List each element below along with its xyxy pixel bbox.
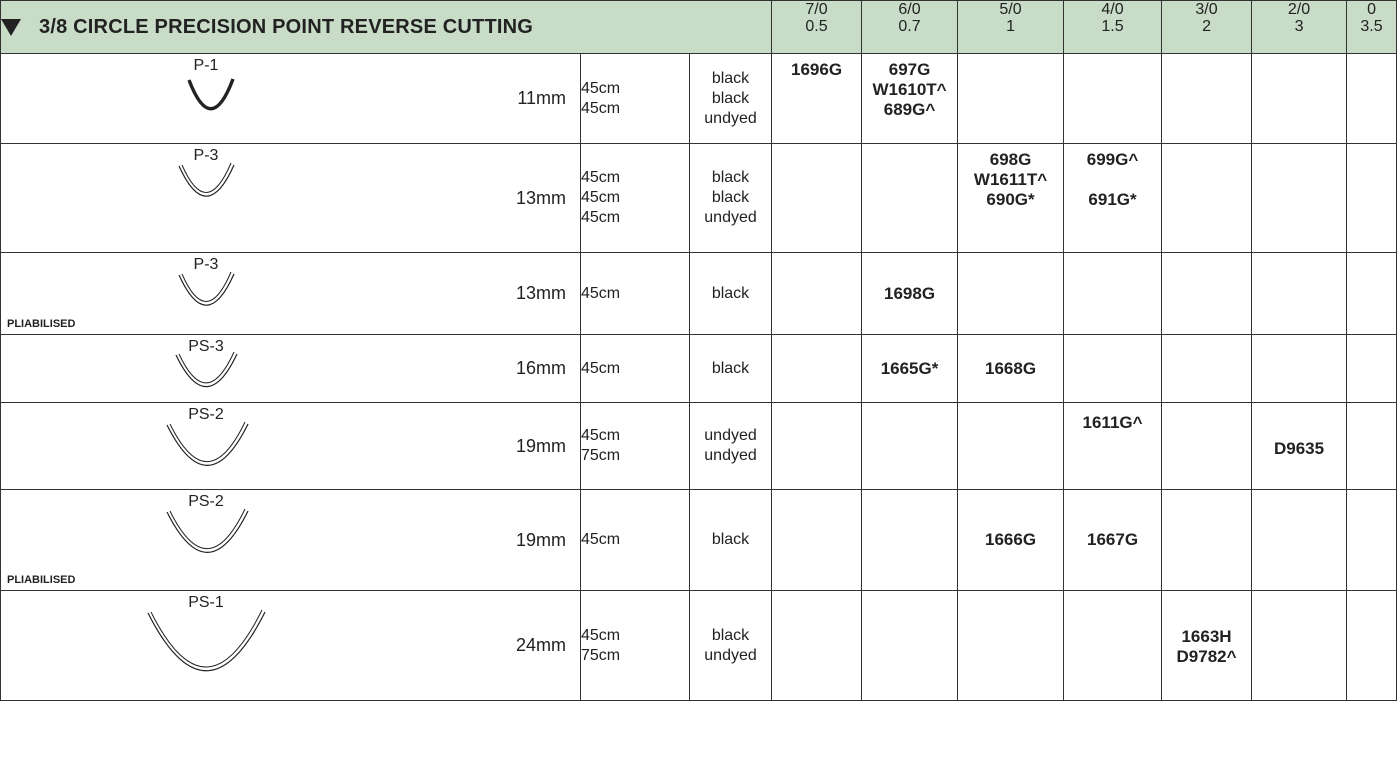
product-code-cell bbox=[772, 591, 862, 701]
table-title: 3/8 CIRCLE PRECISION POINT REVERSE CUTTING bbox=[1, 1, 772, 54]
size-header: 6/0 0.7 bbox=[862, 1, 958, 54]
length-cell bbox=[581, 490, 690, 591]
product-code-cell bbox=[1347, 335, 1397, 403]
length-value: 45cm bbox=[581, 626, 621, 644]
needle-size: 16mm bbox=[515, 358, 566, 378]
product-code-cell bbox=[1162, 54, 1252, 144]
product-code-cell bbox=[1252, 335, 1347, 403]
product-code-cell bbox=[1162, 591, 1252, 701]
colour-value: undyed bbox=[704, 427, 757, 444]
product-code-cell bbox=[862, 54, 958, 144]
colour-value: black bbox=[711, 359, 750, 377]
needle-code: P-3 bbox=[193, 256, 219, 273]
product-code-cell bbox=[1252, 490, 1347, 591]
product-code-cell bbox=[1064, 144, 1162, 253]
length-value: 75cm bbox=[581, 646, 621, 664]
product-code-cell bbox=[1162, 253, 1252, 335]
colour-value: black bbox=[711, 531, 750, 548]
product-code-cell bbox=[958, 253, 1064, 335]
needle-arc-icon bbox=[1, 403, 301, 489]
product-code-cell bbox=[1252, 253, 1347, 335]
product-code-cell bbox=[1347, 490, 1397, 591]
needle-arc-outer bbox=[167, 511, 248, 552]
needle-arc-outer bbox=[179, 274, 234, 305]
triangle-down-icon bbox=[1, 19, 21, 36]
size-header: 2/0 3 bbox=[1252, 1, 1347, 54]
needle-arc-icon bbox=[1, 591, 301, 700]
product-code-cell bbox=[958, 490, 1064, 591]
size-header: 7/0 0.5 bbox=[772, 1, 862, 54]
length-cell bbox=[581, 591, 690, 701]
product-code: 1698G bbox=[884, 283, 936, 303]
product-code-cell bbox=[772, 335, 862, 403]
product-code-cell bbox=[772, 253, 862, 335]
product-code-cell bbox=[1162, 490, 1252, 591]
length-value: 75cm bbox=[581, 447, 621, 464]
table-row bbox=[1, 490, 1397, 591]
colour-value: undyed bbox=[704, 209, 757, 226]
length-value: 45cm bbox=[581, 189, 621, 206]
product-code-cell bbox=[1162, 403, 1252, 490]
table-row bbox=[1, 144, 1397, 253]
needle-code: PS-3 bbox=[188, 338, 224, 355]
needle-arc-icon bbox=[1, 144, 301, 252]
product-code: 1665G* bbox=[880, 358, 939, 378]
needle-cell bbox=[1, 335, 581, 403]
needle-arc-outer bbox=[148, 612, 265, 671]
needle-size: 13mm bbox=[515, 187, 566, 208]
needle-arc-outer bbox=[179, 165, 234, 196]
needle-size: 24mm bbox=[515, 635, 566, 655]
needle-code: PS-1 bbox=[188, 594, 224, 611]
product-code-cell bbox=[1347, 54, 1397, 144]
product-code: W1610T^ bbox=[872, 80, 947, 99]
product-code-cell bbox=[862, 253, 958, 335]
needle-arc-inner bbox=[182, 163, 231, 192]
product-code: 689G^ bbox=[883, 100, 936, 119]
colour-value: black bbox=[711, 626, 750, 644]
table-row bbox=[1, 253, 1397, 335]
length-value: 45cm bbox=[581, 79, 621, 97]
length-value: 45cm bbox=[581, 427, 621, 444]
colour-value: black bbox=[711, 284, 750, 302]
product-code: 1667G bbox=[1087, 530, 1139, 549]
product-code-cell bbox=[1064, 490, 1162, 591]
product-code-cell bbox=[862, 490, 958, 591]
product-code: 699G^ bbox=[1086, 150, 1139, 169]
product-code-cell bbox=[862, 335, 958, 403]
table-row bbox=[1, 403, 1397, 490]
product-code: 698G bbox=[989, 150, 1032, 169]
needle-arc-inner bbox=[151, 610, 262, 667]
colour-cell bbox=[690, 335, 772, 403]
product-code: W1611T^ bbox=[973, 170, 1048, 189]
product-code: 690G* bbox=[986, 190, 1035, 209]
needle-arc-inner bbox=[182, 272, 231, 301]
colour-cell bbox=[690, 490, 772, 591]
needle-arc-inner bbox=[170, 422, 245, 462]
product-code-cell bbox=[1347, 253, 1397, 335]
product-code bbox=[1064, 170, 1161, 190]
product-code-cell bbox=[862, 591, 958, 701]
needle-arc-outer bbox=[167, 424, 248, 465]
colour-cell bbox=[690, 144, 772, 253]
product-code-cell bbox=[772, 490, 862, 591]
length-cell bbox=[581, 403, 690, 490]
colour-cell bbox=[690, 54, 772, 144]
length-cell bbox=[581, 335, 690, 403]
colour-value: undyed bbox=[704, 109, 757, 127]
product-code-cell bbox=[772, 403, 862, 490]
size-header: 3/0 2 bbox=[1162, 1, 1252, 54]
product-code: 1668G bbox=[985, 358, 1037, 378]
needle-arc-inner bbox=[179, 352, 234, 383]
product-code-cell bbox=[772, 54, 862, 144]
length-value: 45cm bbox=[581, 284, 621, 302]
needle-size: 19mm bbox=[515, 435, 566, 456]
product-code-cell bbox=[1252, 54, 1347, 144]
product-code-cell bbox=[1162, 335, 1252, 403]
product-code: D9782^ bbox=[1176, 647, 1237, 666]
needle-size: 11mm bbox=[517, 88, 566, 108]
product-code-cell bbox=[1064, 335, 1162, 403]
product-code: 1696G bbox=[791, 60, 843, 79]
product-code-cell bbox=[772, 144, 862, 253]
needle-size: 19mm bbox=[515, 529, 566, 550]
product-code-cell bbox=[1252, 144, 1347, 253]
product-code: 691G* bbox=[1088, 190, 1137, 209]
needle-arc-inner bbox=[170, 509, 245, 549]
product-code-cell bbox=[862, 144, 958, 253]
product-code-cell bbox=[862, 403, 958, 490]
product-code-cell bbox=[1347, 144, 1397, 253]
product-code-cell bbox=[1252, 403, 1347, 490]
needle-arc-icon bbox=[1, 335, 301, 402]
product-code-cell bbox=[1162, 144, 1252, 253]
product-code-cell bbox=[1064, 54, 1162, 144]
needle-arc-outer bbox=[189, 79, 233, 109]
product-code-cell bbox=[958, 54, 1064, 144]
product-code-cell bbox=[1347, 591, 1397, 701]
product-code-cell bbox=[958, 403, 1064, 490]
table-row bbox=[1, 335, 1397, 403]
product-code: 1663H bbox=[1181, 627, 1232, 646]
pliabilised-label: PLIABILISED bbox=[7, 318, 76, 330]
length-value: 45cm bbox=[581, 169, 621, 186]
colour-cell bbox=[690, 591, 772, 701]
pliabilised-label: PLIABILISED bbox=[7, 574, 76, 586]
colour-value: undyed bbox=[704, 447, 757, 464]
product-code: D9635 bbox=[1273, 439, 1325, 458]
needle-code: P-3 bbox=[193, 147, 219, 164]
needle-cell bbox=[1, 591, 581, 701]
needle-arc-icon bbox=[1, 54, 301, 143]
length-value: 45cm bbox=[581, 359, 621, 377]
needle-cell bbox=[1, 490, 581, 591]
needle-size: 13mm bbox=[515, 283, 566, 303]
length-value: 45cm bbox=[581, 209, 621, 226]
colour-cell bbox=[690, 403, 772, 490]
product-code-cell bbox=[1064, 253, 1162, 335]
length-cell bbox=[581, 253, 690, 335]
length-cell bbox=[581, 54, 690, 144]
product-code-cell bbox=[1064, 403, 1162, 490]
needle-cell bbox=[1, 54, 581, 144]
product-code-cell bbox=[1252, 591, 1347, 701]
product-code: 1666G bbox=[985, 530, 1037, 549]
needle-cell bbox=[1, 253, 581, 335]
product-code: 1611G^ bbox=[1082, 413, 1143, 432]
colour-value: black bbox=[711, 189, 750, 206]
colour-value: black bbox=[711, 169, 750, 186]
product-code-cell bbox=[1347, 403, 1397, 490]
product-code-cell bbox=[1064, 591, 1162, 701]
length-value: 45cm bbox=[581, 99, 621, 117]
size-header: 0 3.5 bbox=[1347, 1, 1397, 54]
table-row bbox=[1, 54, 1397, 144]
needle-cell bbox=[1, 403, 581, 490]
colour-value: undyed bbox=[704, 646, 757, 664]
needle-cell bbox=[1, 144, 581, 253]
table-row bbox=[1, 591, 1397, 701]
product-code-cell bbox=[958, 335, 1064, 403]
product-code-cell bbox=[958, 591, 1064, 701]
needle-arc-outer bbox=[176, 354, 237, 387]
size-header: 4/0 1.5 bbox=[1064, 1, 1162, 54]
needle-code: PS-2 bbox=[188, 493, 224, 510]
colour-value: black bbox=[711, 89, 750, 107]
length-value: 45cm bbox=[581, 531, 621, 548]
product-code-cell bbox=[958, 144, 1064, 253]
colour-value: black bbox=[711, 69, 750, 87]
colour-cell bbox=[690, 253, 772, 335]
size-header: 5/0 1 bbox=[958, 1, 1064, 54]
header-row bbox=[1, 1, 1397, 54]
product-code: 697G bbox=[888, 60, 931, 79]
needle-code: PS-2 bbox=[188, 406, 224, 423]
length-cell bbox=[581, 144, 690, 253]
needle-code: P-1 bbox=[193, 57, 219, 74]
